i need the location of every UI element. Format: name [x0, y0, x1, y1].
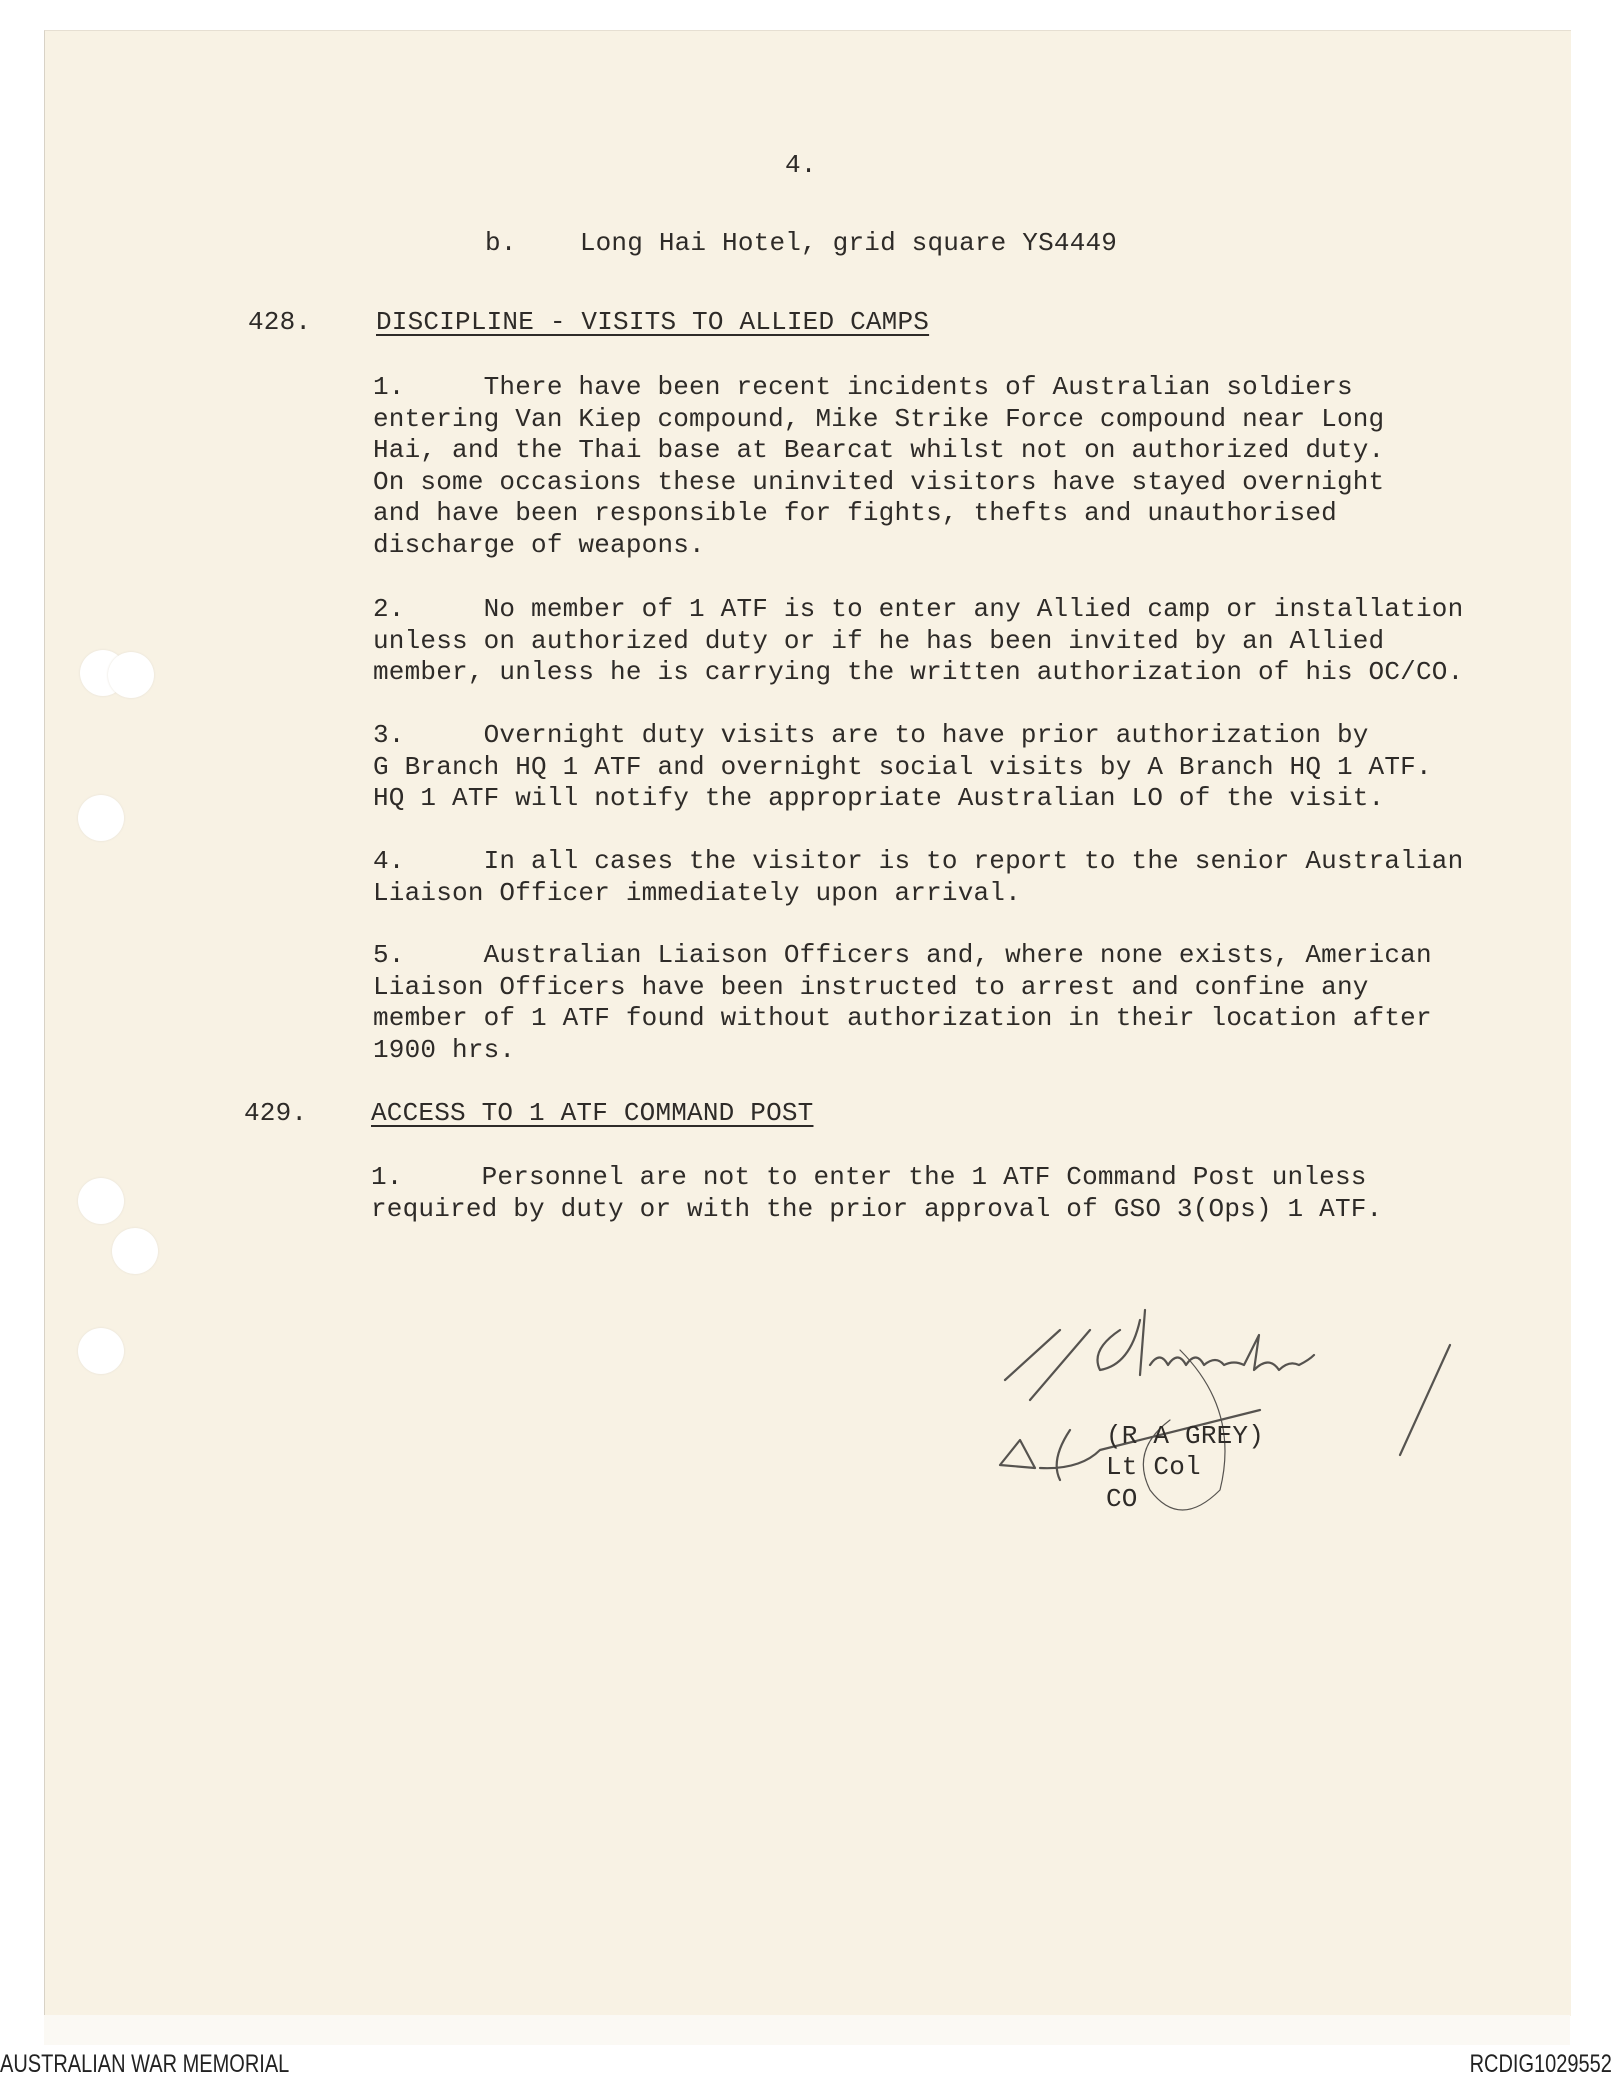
paragraph-428-3	[373, 720, 1432, 815]
punch-hole	[78, 1178, 124, 1224]
section-number-428: 428.	[248, 307, 312, 337]
paragraph-line: required by duty or with the prior approval of GSO 3(Ops) 1 ATF.	[371, 1193, 1383, 1224]
handwritten-signature	[980, 1290, 1480, 1530]
paragraph-line: G Branch HQ 1 ATF and overnight social visits by A Branch HQ 1 ATF.	[373, 751, 1432, 782]
paragraph-line: Hai, and the Thai base at Bearcat whilst not on authorized duty.	[373, 435, 1385, 465]
paragraph-line: Liaison Officer immediately upon arrival.	[373, 877, 1021, 908]
paragraph-429-1	[371, 1162, 1382, 1225]
paragraph-428-1	[373, 372, 1384, 561]
punch-hole	[108, 652, 154, 698]
paragraph-line: On some occasions these uninvited visitors have stayed overnight	[373, 466, 1385, 497]
signature-stroke	[1098, 1310, 1146, 1375]
paragraph-428-4	[373, 846, 1463, 909]
signatory-rank: Lt Col	[1106, 1452, 1201, 1482]
paragraph-line: 1. There have been recent incidents of Australian soldiers	[373, 372, 1353, 402]
paragraph-line: discharge of weapons.	[373, 529, 705, 560]
paragraph-428-5	[373, 940, 1432, 1066]
signature-stroke	[1400, 1345, 1450, 1455]
footer-institution: AUSTRALIAN WAR MEMORIAL	[0, 2050, 290, 2078]
signature-stroke	[1005, 1330, 1090, 1400]
scan-margin	[44, 2015, 1570, 2045]
footer-record-id: RCDIG1029552	[1469, 2050, 1612, 2078]
paragraph-line: unless on authorized duty or if he has been invited by an Allied	[373, 625, 1385, 656]
paragraph-line: 4. In all cases the visitor is to report to the senior Australian	[373, 846, 1464, 876]
signatory-appointment: CO	[1106, 1484, 1138, 1514]
page-number: 4.	[785, 150, 817, 180]
punch-hole	[112, 1228, 158, 1274]
paragraph-line: 3. Overnight duty visits are to have prior authorization by	[373, 720, 1369, 750]
punch-hole	[78, 1328, 124, 1374]
signatory-name: (R A GREY)	[1106, 1421, 1265, 1451]
paragraph-line: entering Van Kiep compound, Mike Strike Force compound near Long	[373, 403, 1385, 434]
item-b: b. Long Hai Hotel, grid square YS4449	[485, 228, 1118, 258]
paragraph-line: and have been responsible for fights, thefts and unauthorised	[373, 498, 1337, 528]
paragraph-line: HQ 1 ATF will notify the appropriate Australian LO of the visit.	[373, 783, 1385, 813]
section-heading-428: DISCIPLINE - VISITS TO ALLIED CAMPS	[376, 307, 930, 337]
paragraph-line: member of 1 ATF found without authorization in their location after	[373, 1003, 1432, 1033]
paragraph-line: member, unless he is carrying the written authorization of his OC/CO.	[373, 657, 1464, 687]
section-heading-429: ACCESS TO 1 ATF COMMAND POST	[371, 1098, 814, 1128]
section-number-429: 429.	[244, 1098, 308, 1128]
paragraph-line: 2. No member of 1 ATF is to enter any Allied camp or installation	[373, 594, 1464, 624]
paragraph-line: 1. Personnel are not to enter the 1 ATF Command Post unless	[371, 1162, 1367, 1192]
paragraph-428-2	[373, 594, 1463, 689]
paragraph-line: 5. Australian Liaison Officers and, where none exists, American	[373, 940, 1432, 970]
punch-hole	[78, 795, 124, 841]
paragraph-line: 1900 hrs.	[373, 1034, 516, 1065]
signature-stroke	[1150, 1335, 1314, 1370]
paragraph-line: Liaison Officers have been instructed to arrest and confine any	[373, 971, 1369, 1002]
